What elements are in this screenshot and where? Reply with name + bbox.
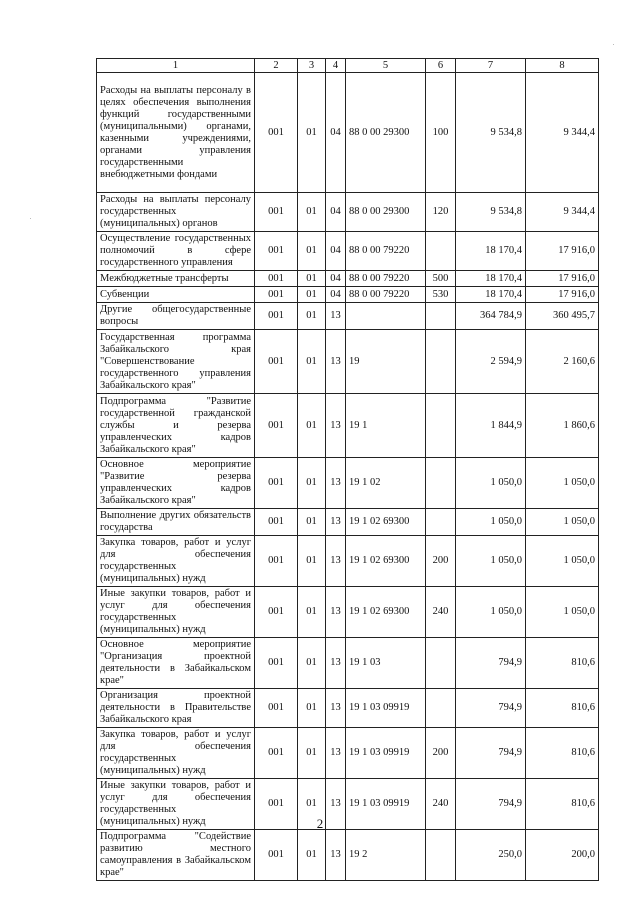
column-header-3: 3 [298, 59, 326, 73]
ministry-code: 001 [255, 271, 298, 287]
amount-year-1: 18 170,4 [456, 232, 526, 271]
ministry-code: 001 [255, 73, 298, 193]
subsection-code: 04 [326, 271, 346, 287]
target-article-code: 19 1 03 09919 [346, 728, 426, 779]
subsection-code: 13 [326, 303, 346, 330]
expense-type-code [426, 830, 456, 881]
table-row [97, 394, 599, 458]
target-article-code: 19 1 03 09919 [346, 779, 426, 830]
amount-year-1: 2 594,9 [456, 330, 526, 394]
expense-type-code: 500 [426, 271, 456, 287]
expense-type-code: 240 [426, 587, 456, 638]
expense-type-code: 240 [426, 779, 456, 830]
section-code: 01 [298, 271, 326, 287]
expense-type-code [426, 330, 456, 394]
target-article-code: 19 1 03 [346, 638, 426, 689]
amount-year-2: 810,6 [526, 638, 599, 689]
ministry-code: 001 [255, 303, 298, 330]
amount-year-2: 9 344,4 [526, 73, 599, 193]
amount-year-2: 1 050,0 [526, 536, 599, 587]
row-name: Подпрограмма "Содействие развитию местного самоуправления в Забайкальском крае" [97, 830, 255, 881]
ministry-code: 001 [255, 287, 298, 303]
expense-type-code [426, 509, 456, 536]
table-row [97, 303, 599, 330]
ministry-code: 001 [255, 728, 298, 779]
subsection-code: 13 [326, 394, 346, 458]
header-row [97, 59, 599, 73]
ministry-code: 001 [255, 330, 298, 394]
table-row [97, 193, 599, 232]
subsection-code: 13 [326, 330, 346, 394]
table-row [97, 73, 599, 193]
expense-type-code: 200 [426, 728, 456, 779]
target-article-code: 19 1 02 69300 [346, 536, 426, 587]
row-name: Выполнение других обязательств государства [97, 509, 255, 536]
ministry-code: 001 [255, 689, 298, 728]
row-name: Основное мероприятие "Развитие резерва управленческих кадров Забайкальского края" [97, 458, 255, 509]
column-header-6: 6 [426, 59, 456, 73]
section-code: 01 [298, 73, 326, 193]
row-name: Осуществление государственных полномочий в сфере государственного управления [97, 232, 255, 271]
table-row [97, 271, 599, 287]
amount-year-2: 2 160,6 [526, 330, 599, 394]
subsection-code: 13 [326, 458, 346, 509]
table-row [97, 536, 599, 587]
row-name: Организация проектной деятельности в Правительстве Забайкальского края [97, 689, 255, 728]
table-row [97, 458, 599, 509]
ministry-code: 001 [255, 509, 298, 536]
target-article-code: 19 1 [346, 394, 426, 458]
column-header-7: 7 [456, 59, 526, 73]
row-name: Основное мероприятие "Организация проектной деятельности в Забайкальском крае" [97, 638, 255, 689]
expense-type-code [426, 638, 456, 689]
scan-speck [30, 218, 31, 219]
section-code: 01 [298, 779, 326, 830]
ministry-code: 001 [255, 193, 298, 232]
amount-year-2: 360 495,7 [526, 303, 599, 330]
target-article-code: 19 2 [346, 830, 426, 881]
subsection-code: 13 [326, 830, 346, 881]
target-article-code: 19 1 02 69300 [346, 509, 426, 536]
amount-year-2: 17 916,0 [526, 232, 599, 271]
ministry-code: 001 [255, 458, 298, 509]
amount-year-2: 9 344,4 [526, 193, 599, 232]
amount-year-1: 9 534,8 [456, 73, 526, 193]
section-code: 01 [298, 458, 326, 509]
row-name: Подпрограмма "Развитие государственной гражданской службы и резерва управленческих кадров Забайкальского края" [97, 394, 255, 458]
target-article-code: 19 [346, 330, 426, 394]
target-article-code: 88 0 00 79220 [346, 271, 426, 287]
amount-year-2: 1 860,6 [526, 394, 599, 458]
amount-year-1: 364 784,9 [456, 303, 526, 330]
section-code: 01 [298, 303, 326, 330]
target-article-code: 88 0 00 79220 [346, 287, 426, 303]
subsection-code: 04 [326, 287, 346, 303]
target-article-code: 19 1 03 09919 [346, 689, 426, 728]
subsection-code: 13 [326, 509, 346, 536]
column-header-5: 5 [346, 59, 426, 73]
section-code: 01 [298, 330, 326, 394]
expense-type-code: 200 [426, 536, 456, 587]
subsection-code: 13 [326, 587, 346, 638]
table-row [97, 689, 599, 728]
table-row [97, 830, 599, 881]
amount-year-1: 18 170,4 [456, 271, 526, 287]
ministry-code: 001 [255, 536, 298, 587]
column-header-8: 8 [526, 59, 599, 73]
budget-table [96, 58, 599, 881]
page-number: 2 [316, 816, 324, 831]
table-row [97, 330, 599, 394]
section-code: 01 [298, 193, 326, 232]
row-name: Закупка товаров, работ и услуг для обеспечения государственных (муниципальных) нужд [97, 536, 255, 587]
ministry-code: 001 [255, 638, 298, 689]
scan-speck [613, 44, 614, 45]
section-code: 01 [298, 638, 326, 689]
amount-year-2: 17 916,0 [526, 287, 599, 303]
section-code: 01 [298, 394, 326, 458]
row-name: Межбюджетные трансферты [97, 271, 255, 287]
expense-type-code: 120 [426, 193, 456, 232]
ministry-code: 001 [255, 779, 298, 830]
target-article-code: 19 1 02 [346, 458, 426, 509]
target-article-code [346, 303, 426, 330]
amount-year-1: 1 844,9 [456, 394, 526, 458]
amount-year-1: 794,9 [456, 728, 526, 779]
table-row [97, 587, 599, 638]
subsection-code: 13 [326, 689, 346, 728]
subsection-code: 04 [326, 193, 346, 232]
table-row [97, 509, 599, 536]
row-name: Другие общегосударственные вопросы [97, 303, 255, 330]
amount-year-1: 1 050,0 [456, 587, 526, 638]
table-row [97, 232, 599, 271]
amount-year-1: 794,9 [456, 779, 526, 830]
section-code: 01 [298, 509, 326, 536]
row-name: Субвенции [97, 287, 255, 303]
amount-year-2: 1 050,0 [526, 587, 599, 638]
expense-type-code [426, 689, 456, 728]
amount-year-1: 1 050,0 [456, 536, 526, 587]
column-header-4: 4 [326, 59, 346, 73]
section-code: 01 [298, 536, 326, 587]
amount-year-1: 794,9 [456, 638, 526, 689]
amount-year-1: 18 170,4 [456, 287, 526, 303]
row-name: Закупка товаров, работ и услуг для обеспечения государственных (муниципальных) нужд [97, 728, 255, 779]
section-code: 01 [298, 232, 326, 271]
amount-year-1: 1 050,0 [456, 509, 526, 536]
expense-type-code [426, 458, 456, 509]
amount-year-2: 810,6 [526, 689, 599, 728]
amount-year-1: 9 534,8 [456, 193, 526, 232]
section-code: 01 [298, 830, 326, 881]
amount-year-2: 17 916,0 [526, 271, 599, 287]
amount-year-1: 1 050,0 [456, 458, 526, 509]
target-article-code: 88 0 00 29300 [346, 193, 426, 232]
row-name: Иные закупки товаров, работ и услуг для обеспечения государственных (муниципальных) нужд [97, 587, 255, 638]
section-code: 01 [298, 587, 326, 638]
target-article-code: 88 0 00 79220 [346, 232, 426, 271]
section-code: 01 [298, 287, 326, 303]
row-name: Государственная программа Забайкальского края "Совершенствование государственного управления Забайкальского края" [97, 330, 255, 394]
ministry-code: 001 [255, 232, 298, 271]
amount-year-1: 794,9 [456, 689, 526, 728]
subsection-code: 13 [326, 779, 346, 830]
column-header-1: 1 [97, 59, 255, 73]
expense-type-code: 100 [426, 73, 456, 193]
table-row [97, 728, 599, 779]
subsection-code: 13 [326, 728, 346, 779]
section-code: 01 [298, 728, 326, 779]
section-code: 01 [298, 689, 326, 728]
table-row [97, 287, 599, 303]
ministry-code: 001 [255, 587, 298, 638]
ministry-code: 001 [255, 830, 298, 881]
amount-year-2: 200,0 [526, 830, 599, 881]
row-name: Расходы на выплаты персоналу государственных (муниципальных) органов [97, 193, 255, 232]
amount-year-2: 1 050,0 [526, 458, 599, 509]
amount-year-2: 810,6 [526, 779, 599, 830]
table-row [97, 638, 599, 689]
row-name: Расходы на выплаты персоналу в целях обеспечения выполнения функций государственными (муниципальными) органами, казенными учреждениями, органами управления государственными внебюджетными фондами [97, 73, 255, 193]
expense-type-code [426, 232, 456, 271]
expense-type-code [426, 394, 456, 458]
column-header-2: 2 [255, 59, 298, 73]
amount-year-2: 1 050,0 [526, 509, 599, 536]
subsection-code: 04 [326, 73, 346, 193]
amount-year-1: 250,0 [456, 830, 526, 881]
row-name: Иные закупки товаров, работ и услуг для обеспечения государственных (муниципальных) нужд [97, 779, 255, 830]
amount-year-2: 810,6 [526, 728, 599, 779]
subsection-code: 13 [326, 536, 346, 587]
expense-type-code: 530 [426, 287, 456, 303]
ministry-code: 001 [255, 394, 298, 458]
target-article-code: 19 1 02 69300 [346, 587, 426, 638]
target-article-code: 88 0 00 29300 [346, 73, 426, 193]
subsection-code: 04 [326, 232, 346, 271]
expense-type-code [426, 303, 456, 330]
subsection-code: 13 [326, 638, 346, 689]
